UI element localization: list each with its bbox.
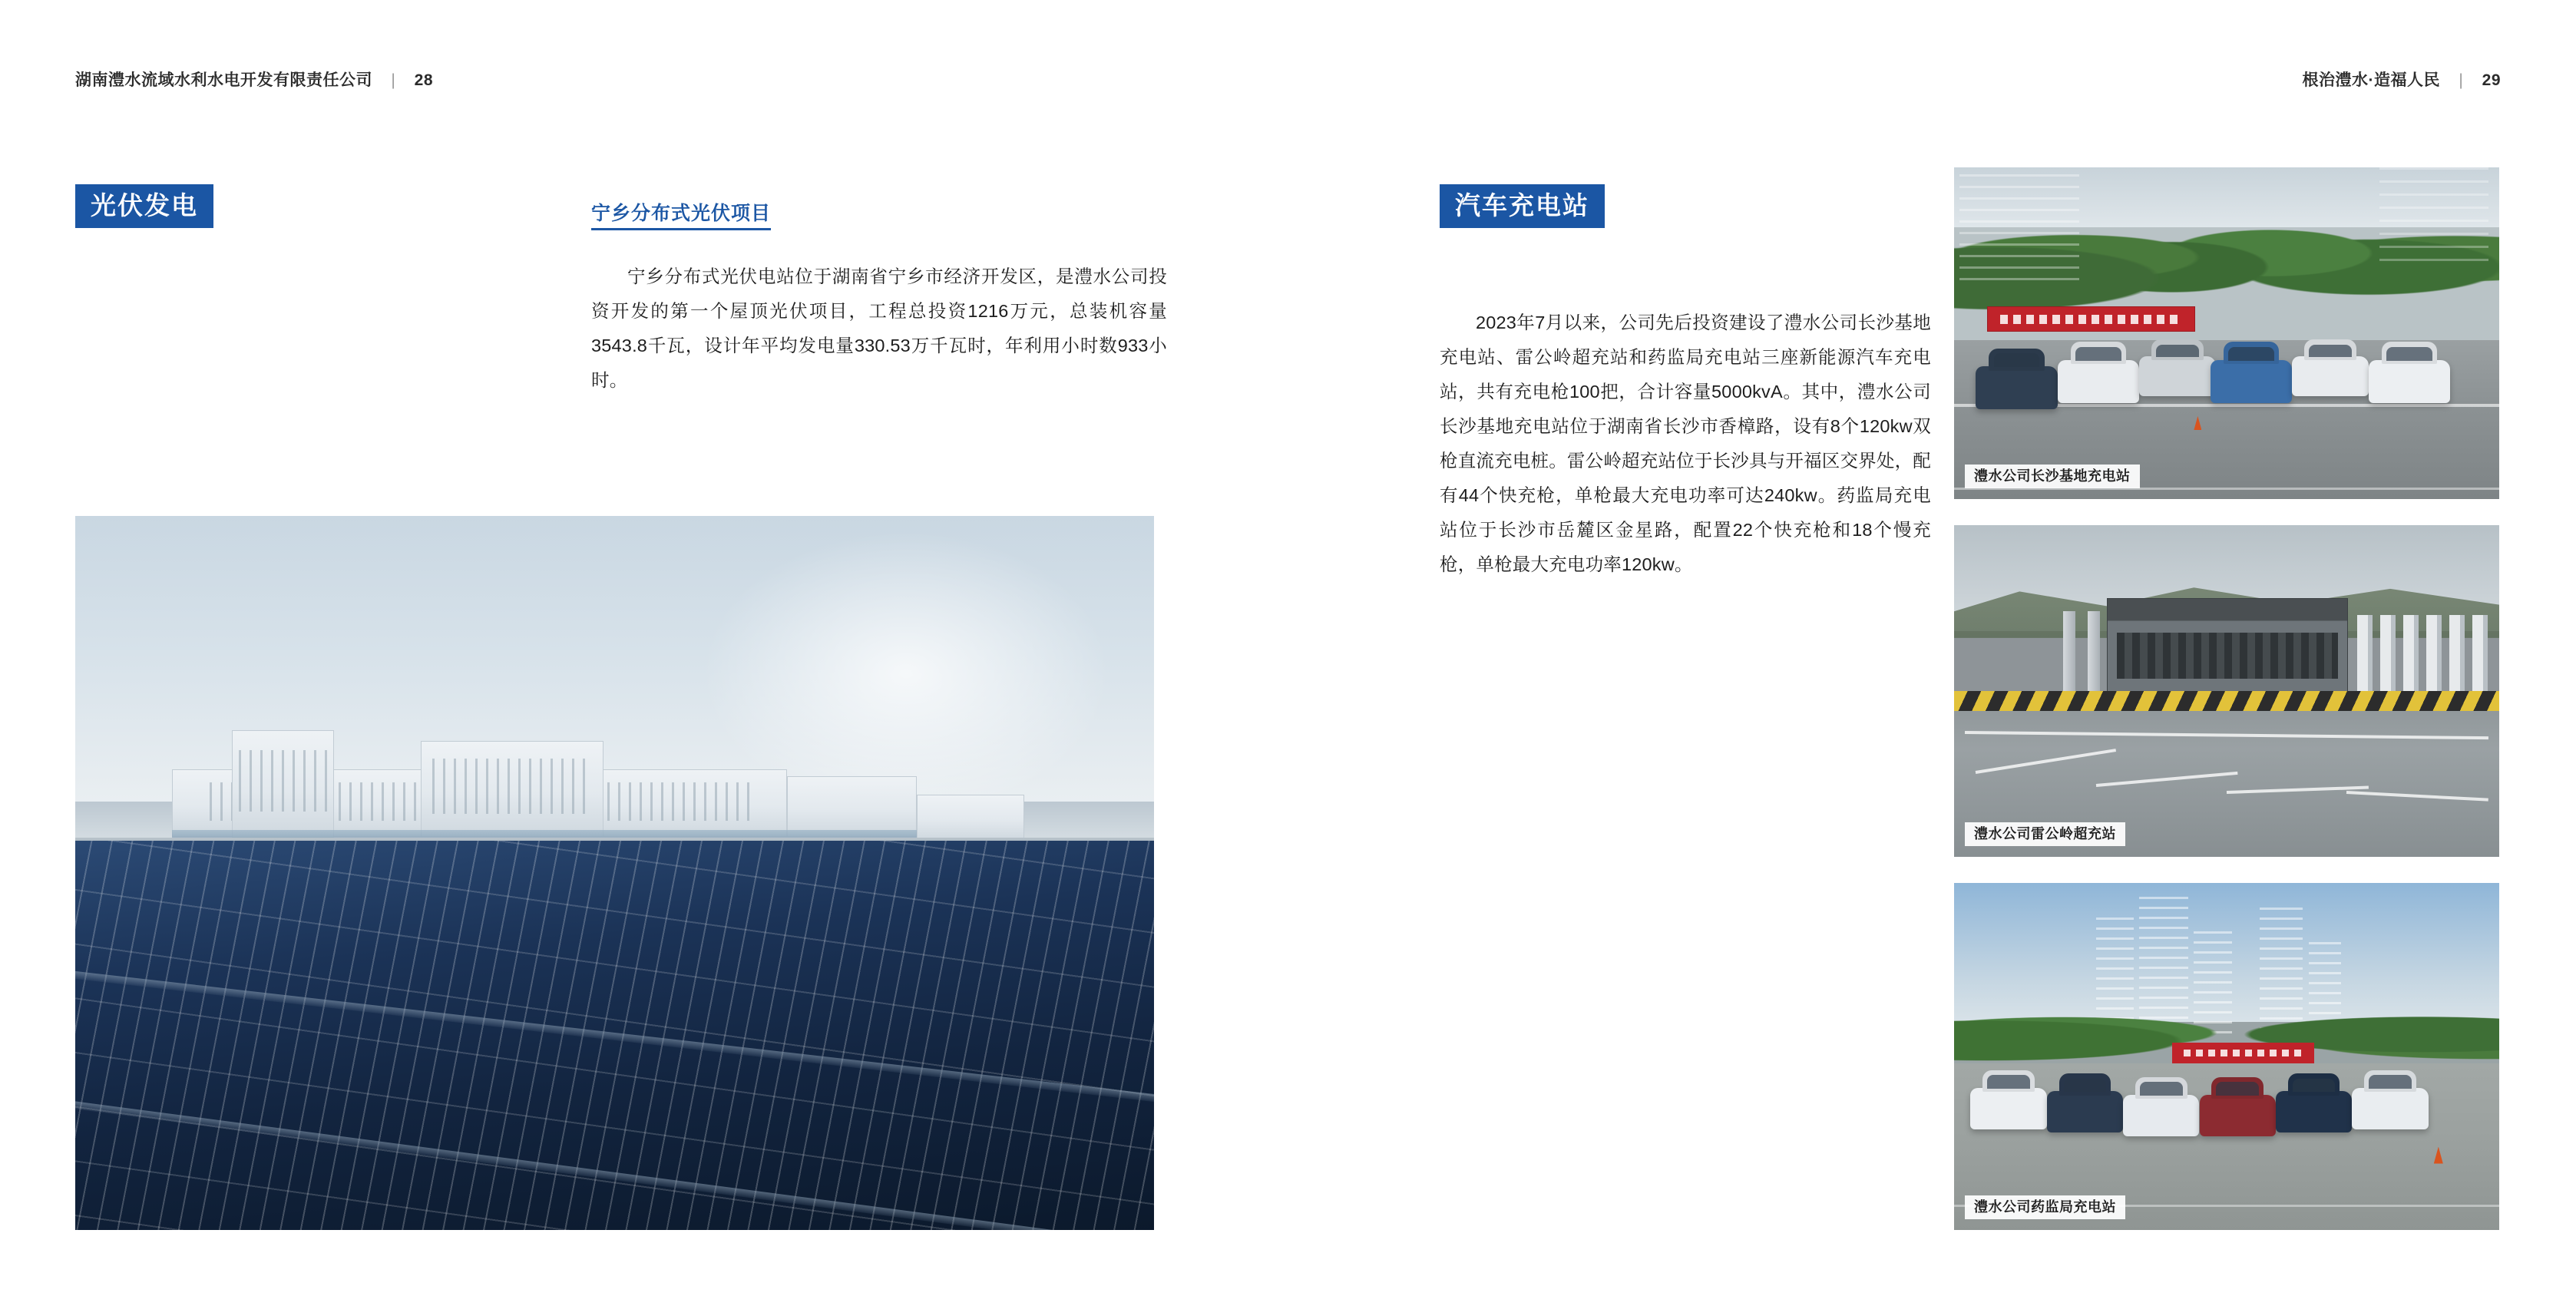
- photo-caption: 澧水公司雷公岭超充站: [1965, 822, 2125, 846]
- section-heading-photovoltaic: 光伏发电: [75, 184, 213, 228]
- charging-station-scene: [1954, 167, 2499, 499]
- paragraph: 宁乡分布式光伏电站位于湖南省宁乡市经济开发区，是澧水公司投资开发的第一个屋顶光伏项目，工程总投资1216万元，总装机容量3543.8千瓦，设计年平均发电量330.53万千瓦时，年利用小时数933小时。: [591, 266, 1167, 390]
- side-building-far: [917, 795, 1025, 841]
- parked-car: [2369, 360, 2451, 403]
- photo-caption: 澧水公司药监局充电站: [1965, 1195, 2125, 1219]
- parked-car: [2047, 1091, 2123, 1132]
- photo-changsha-base-charging-station: [1954, 167, 2499, 499]
- warehouse-block: [421, 741, 604, 838]
- page-number-left: 28: [414, 71, 434, 89]
- charger-row: [2357, 615, 2488, 701]
- running-head-slogan: 根治澧水·造福人民: [2302, 71, 2440, 89]
- parked-car: [1976, 366, 2058, 409]
- running-head-separator: |: [2459, 71, 2464, 89]
- side-building: [787, 776, 917, 837]
- office-block: [232, 730, 334, 838]
- parked-car: [1970, 1088, 2046, 1129]
- running-head-left: [75, 68, 433, 91]
- parked-car: [2058, 360, 2140, 403]
- window-grid: [239, 750, 328, 812]
- photo-caption: 澧水公司长沙基地充电站: [1965, 465, 2140, 488]
- section-heading-ev-charging: 汽车充电站: [1440, 184, 1605, 228]
- charging-canopy-scene: [1954, 525, 2499, 857]
- parked-car: [2276, 1091, 2352, 1132]
- photo-drug-administration-charging-station: [1954, 883, 2499, 1230]
- subtitle-ningxiang-project: 宁乡分布式光伏项目: [591, 198, 771, 230]
- parked-car: [2211, 360, 2293, 403]
- parked-car: [2139, 356, 2215, 396]
- window-grid: [432, 759, 592, 814]
- red-banner: [1987, 306, 2196, 331]
- paragraph: 2023年7月以来，公司先后投资建设了澧水公司长沙基地充电站、雷公岭超充站和药监局充电站三座新能源汽车充电站，共有充电枪100把，合计容量5000kvA。其中，澧水公司长沙基地充电站位于湖南省长沙市香樟路，设有8个120kw双枪直流充电桩。雷公岭超充站位于长沙具与开福区交界处，配有44个快充枪，单枪最大充电功率可达240kw。药监局充电站位于长沙市岳麓区金星路，配置22个快充枪和18个慢充枪，单枪最大充电功率120kw。: [1440, 312, 1931, 574]
- residential-building-right: [2379, 167, 2488, 267]
- charging-canopy: [2107, 598, 2348, 699]
- body-text-photovoltaic: [591, 260, 1167, 398]
- running-head-right: [2302, 68, 2501, 91]
- parked-car: [2352, 1088, 2428, 1129]
- body-text-ev-charging: [1440, 306, 1931, 582]
- solar-scene: [75, 516, 1154, 1230]
- photo-rooftop-solar-array: [75, 516, 1154, 1230]
- hazard-kerb: [1954, 691, 2499, 711]
- page-number-right: 29: [2482, 71, 2501, 89]
- red-banner: [2172, 1043, 2314, 1063]
- running-head-separator: |: [391, 71, 396, 89]
- urban-charging-scene: [1954, 883, 2499, 1230]
- parked-car: [2200, 1095, 2276, 1136]
- running-head-org: 湖南澧水流域水利水电开发有限责任公司: [75, 71, 372, 89]
- photo-leigongling-supercharging-station: [1954, 525, 2499, 857]
- residential-building-left: [1959, 174, 2079, 287]
- parked-car: [2292, 356, 2368, 396]
- parked-car: [2123, 1095, 2199, 1136]
